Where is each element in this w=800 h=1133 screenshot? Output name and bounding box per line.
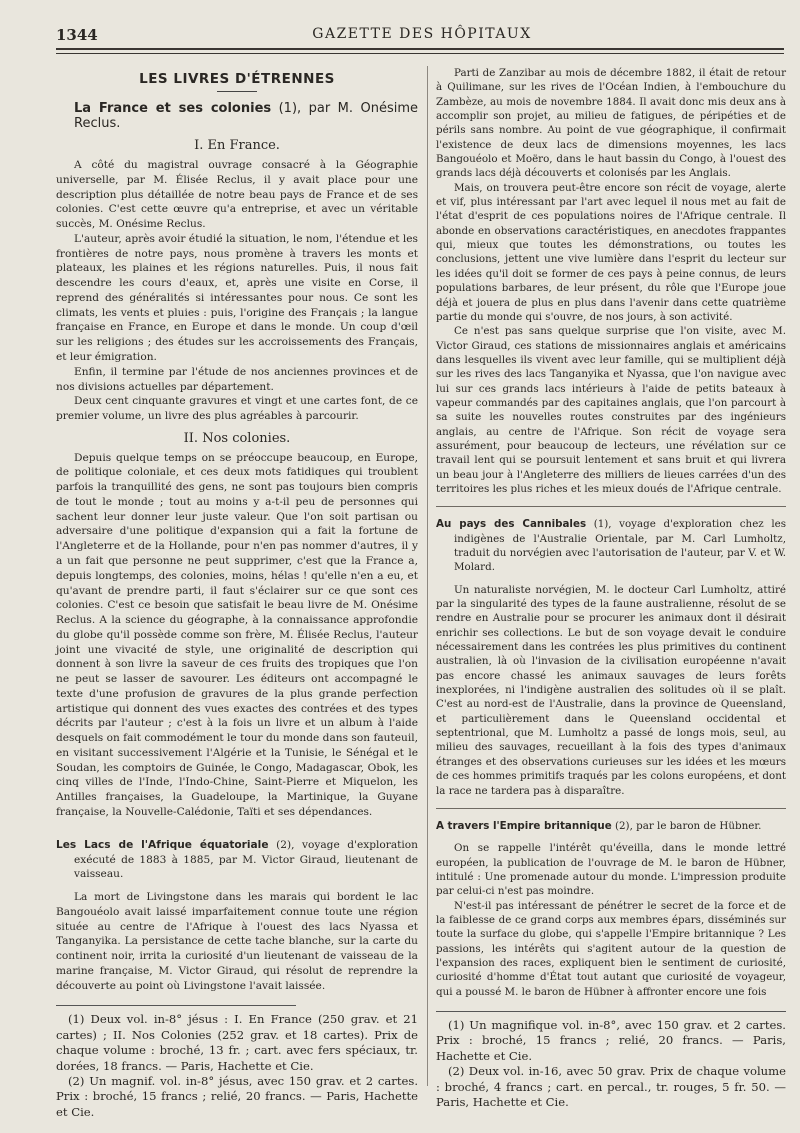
header-rule-thick [56, 48, 784, 50]
title-rule [217, 91, 257, 92]
section-title: LES LIVRES D'ÉTRENNES [139, 71, 335, 87]
book-details: (1), par M. Onésime Reclus. [74, 100, 418, 131]
book-details: (2), par le baron de Hübner. [611, 819, 762, 832]
header-rule-thin [56, 53, 784, 54]
paragraph: Deux cent cinquante gravures et vingt et une cartes font, de ce premier volume, un livre des plus agréables à parcourir. [56, 395, 418, 423]
paragraph: Enfin, il termine par l'étude de nos anciennes provinces et de nos divisions actuelles par département. [56, 365, 418, 393]
book-title: A travers l'Empire britannique [436, 819, 612, 832]
paragraph: Ce n'est pas sans quelque surprise que l'on visite, avec M. Victor Giraud, ces stations de missionnaires anglais et américains dans lesquelles ils vivent avec leur famille, qui se multiplient déjà sur les rives des lacs Tanganyika et Nyassa, que l'on navigue avec lui sur ces grands lacs intérieurs à l'aide de petits bateaux à vapeur commandés par des capitaines anglais, que l'on parcourt à sa suite les nouvelles routes construites par des ingénieurs anglais, au centre de l'Afrique. Son récit de voyage sera assurément, pour beaucoup de lecteurs, une révélation sur ce travail lent qui se poursuit lentement et sans bruit et qui livrera un beau jour à l'Angleterre des milliers de lieues carrées d'un des territoires les plus riches et les mieux doués de l'Afrique centrale. [436, 325, 786, 495]
page-header [56, 26, 788, 46]
paragraph: Un naturaliste norvégien, M. le docteur Carl Lumholtz, attiré par la singularité des types de la faune australienne, résolut de se rendre en Australie pour se procurer les animaux dont il désirait enrichir ses collections. Le but de son voyage devait le conduire nécessairement dans les contrées les plus primitives du continent australien, là où l'invasion de la civilisation européenne n'avait pas encore chassé les animaux sauvages de leurs forêts inexplorées, ni l'indigène australien des solitudes où il se plaît. C'est au nord-est de l'Australie, dans la province de Queensland, et particulièrement dans le Queensland occidental et septentrional, que M. Lumholtz a passé de longs mois, seul, au milieu des sauvages, recueillant à la fois des types d'animaux étranges et des observations curieuses sur les idées et les mœurs de ces hommes primitifs traqués par les colons européens, et dont la race ne tardera pas à disparaître. [436, 583, 786, 797]
section-divider [436, 808, 786, 809]
book-entry-empire [436, 819, 786, 833]
paragraph: Parti de Zanzibar au mois de décembre 1882, il était de retour à Quilimane, sur les rives de l'Océan Indien, à l'embouchure du Zambèze, au mois de novembre 1884. Il avait donc mis deux ans à accomplir son projet, au milieu de fatigues, de péripéties et de périls sans nombre. Au point de vue géographique, il confirmait l'existence de deux lacs de dimensions moyennes, les lacs Bangouéolo et Moëro, dans le haut bassin du Congo, à l'ouest des grands lacs déjà découverts et colonisés par les Anglais. [436, 67, 786, 180]
paragraph: L'auteur, après avoir étudié la situation, le nom, l'étendue et les frontières de notre pays, nous promène à travers les monts et plateaux, les plaines et les régions naturelles. Puis, il nous fait descendre les cours d'eaux, et, après une visite en Corse, il reprend des généralités si intéressantes pour nous. Ce sont les climats, les vents et pluies : puis, l'origine des Français ; la langue française en France, en Europe et dans le monde. Un coup d'œil sur les religions ; des études sur les accroissements des Français, et leur émigration. [56, 232, 418, 364]
book-details: (1), voyage d'exploration chez les indigènes de l'Australie Orientale, par M. Carl Lumholtz, traduit du norvégien avec l'autorisation de l'auteur, par V. et W. Molard. [454, 518, 786, 574]
page-number: 1344 [56, 26, 98, 44]
book-title: Les Lacs de l'Afrique équatoriale [56, 838, 269, 851]
paragraph: Depuis quelque temps on se préoccupe beaucoup, en Europe, de politique coloniale, et ces deux mots fatidiques qui troublent parfois la tranquillité des gens, ne sont pas toujours bien compris de tout le monde ; tout au moins y a-t-il peu de personnes qui sachent leur donner leur juste valeur. Que l'on soit partisan ou adversaire d'une politique d'expansion qui a fait la fortune de l'Angleterre et de la Hollande, pour n'en pas nommer d'autres, il y a un fait que personne ne peut supprimer, c'est que la France a, depuis longtemps, des colonies, moins, hélas ! qu'elle n'en a eu, et qu'avant de prendre parti, il faut s'éclairer sur ce que sont ces colonies. C'est ce besoin que satisfait le beau livre de M. Onésime Reclus. A la science du géographe, à la connaissance approfondie du globe qu'il possède comme son frère, M. Élisée Reclus, l'auteur joint une vivacité de style, une originalité de description qui donnent à son livre la saveur de ces fruits des tropiques que l'on ne peut se lasser de savourer. Les éditeurs ont accompagné le texte d'une profusion de gravures de la plus grande perfection artistique qui donnent des vues exactes des contrées et des types décrits par l'auteur ; c'est à la fois un livre et un album à l'aide desquels on fait commodément le tour du monde dans son fauteuil, en visitant successivement l'Algérie et la Tunisie, le Sénégal et le Soudan, les comptoirs de Guinée, le Congo, Madagascar, Obok, les cinq villes de l'Inde, l'Indo-Chine, Saint-Pierre et Miquelon, les Antilles françaises, la Guadeloupe, la Martinique, la Guyane française, la Nouvelle-Calédonie, Taïti et ses dépendances. [56, 451, 418, 818]
paragraph: N'est-il pas intéressant de pénétrer le secret de la force et de la faiblesse de ce grand corps aux membres épars, disséminés sur toute la surface du globe, qui s'appelle l'Empire britannique ? Les passions, les intérêts qui s'agitent autour de la question de l'expansion des races, expliquent bien le sentiment de curiosité, curiosité d'homme d'État tout autant que curiosité de voyageur, qui a poussé M. le baron de Hübner à affronter encore une fois [436, 899, 786, 998]
book-title: Au pays des Cannibales [436, 518, 587, 531]
footnote-rule [436, 1011, 786, 1012]
book-title: La France et ses colonies [74, 100, 272, 116]
column-divider [427, 66, 428, 1086]
right-column [436, 66, 786, 1110]
paragraph: La mort de Livingstone dans les marais qui bordent le lac Bangouéolo avait laissé imparfaitement connue toute une région située au centre de l'Afrique à l'ouest des lacs Nyassa et Tanganyika. La persistance de cette tache blanche, sur la carte du continent noir, irrita la curiosité d'un lieutenant de vaisseau de la marine française, M. Victor Giraud, qui résolut de reprendre la découverte au point où Livingstone l'avait laissée. [56, 891, 418, 992]
footnote: (1) Un magnifique vol. in-8°, avec 150 grav. et 2 cartes. Prix : broché, 15 francs ; relié, 20 francs. — Paris, Hachette et Cie. [436, 1017, 786, 1063]
footnote: (2) Un magnif. vol. in-8° jésus, avec 150 grav. et 2 cartes. Prix : broché, 15 francs ; relié, 20 francs. — Paris, Hachette et Cie. [56, 1074, 418, 1119]
left-column [56, 66, 418, 1120]
part-heading-france: I. En France. [194, 138, 280, 154]
paragraph: On se rappelle l'intérêt qu'éveilla, dans le monde lettré européen, la publication de l'ouvrage de M. le baron de Hübner, intitulé : Une promenade autour du monde. L'impression produite par celui-ci n'est pas moindre. [436, 842, 786, 898]
book-entry-cannibales [436, 517, 786, 574]
footnote: (2) Deux vol. in-16, avec 50 grav. Prix de chaque volume : broché, 4 francs ; cart. en percal., tr. rouges, 5 fr. 50. — Paris, Hachette et Cie. [436, 1064, 786, 1109]
book-entry-france [74, 102, 418, 132]
book-details: (2), voyage d'exploration exécuté de 1883 à 1885, par M. Victor Giraud, lieutenant de vaisseau. [74, 838, 419, 881]
part-heading-colonies: II. Nos colonies. [183, 430, 291, 446]
section-divider [436, 506, 786, 507]
paragraph: A côté du magistral ouvrage consacré à la Géographie universelle, par M. Élisée Reclus, il y avait place pour une description plus détaillée de notre beau pays de France et de ses colonies. C'est cette œuvre qu'a entreprise, et avec un véritable succès, M. Onésime Reclus. [56, 159, 418, 231]
running-title: GAZETTE DES HÔPITAUX [312, 26, 532, 42]
book-entry-lacs [56, 838, 418, 882]
footnote: (1) Deux vol. in-8° jésus : I. En France (250 grav. et 21 cartes) ; II. Nos Colonies (252 grav. et 18 cartes). Prix de chaque volume : broché, 13 fr. ; cart. avec fers spéciaux, tr. dorées, 18 francs. — Paris, Hachette et Cie. [56, 1012, 418, 1073]
paragraph: Mais, on trouvera peut-être encore son récit de voyage, alerte et vif, plus intéressant par l'art avec lequel il nous met au fait de l'état d'esprit de ces populations noires de l'Afrique centrale. Il abonde en observations caractéristiques, en anecdotes frappantes qui, mieux que toutes les démonstrations, ou toutes les conclusions, jettent une vive lumière dans l'esprit du lecteur sur les idées qu'il doit se former de ces pays à peine connus, de leurs populations barbares, de leur présent, du rôle que l'Europe joue déjà et jouera de plus en plus dans l'avenir dans cette quatrième partie du monde qui s'ouvre, de nos jours, à son activité. [436, 181, 786, 323]
footnote-rule [56, 1005, 296, 1006]
